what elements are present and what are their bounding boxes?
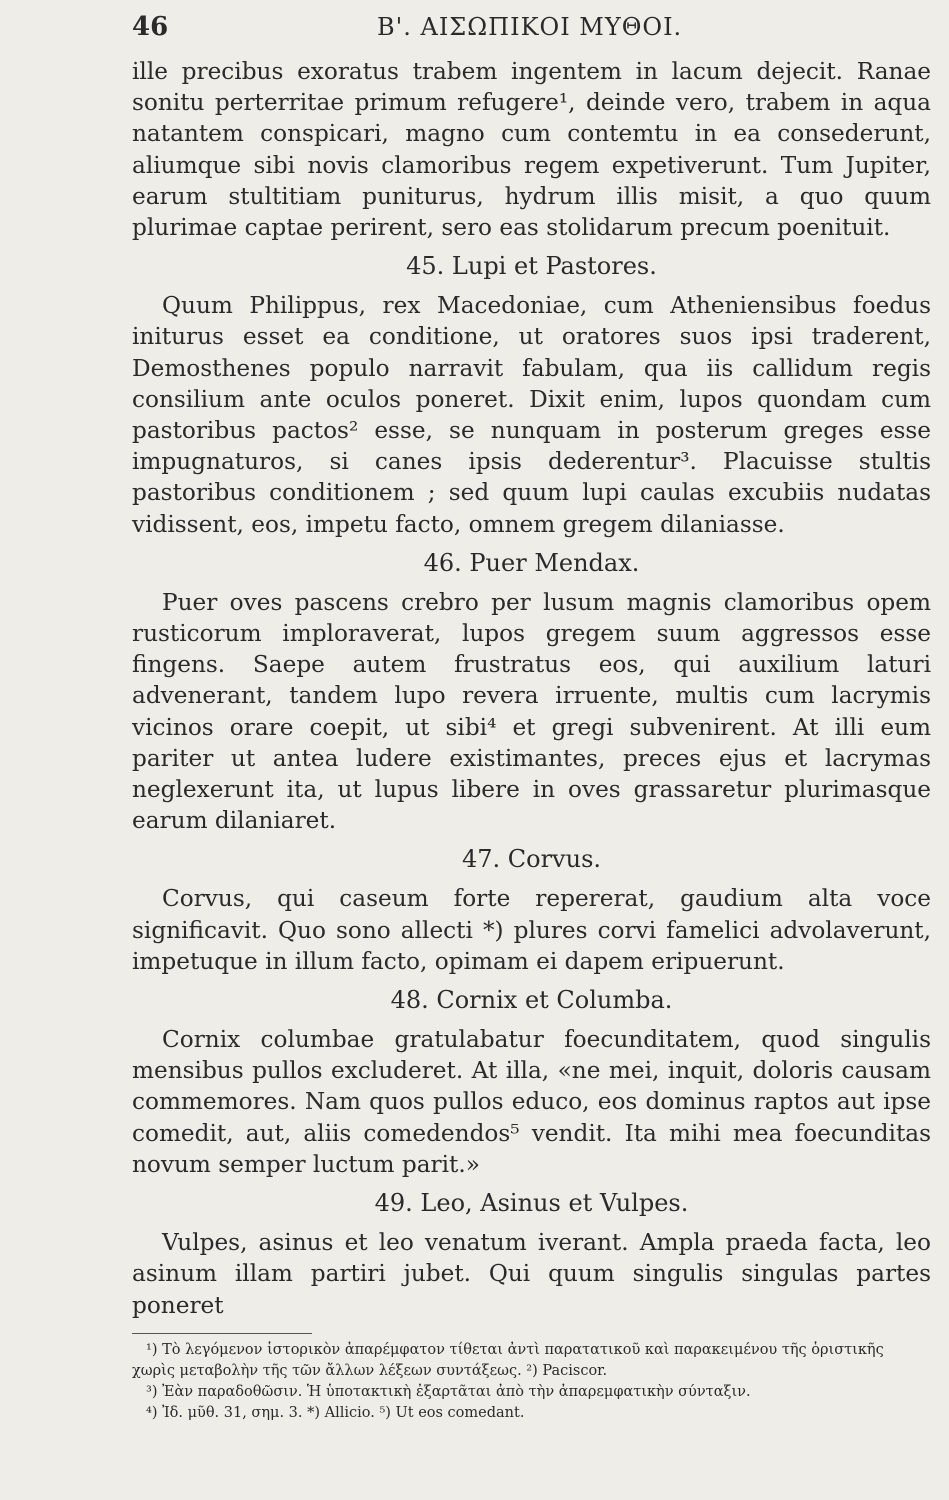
fable-title-45: 45. Lupi et Pastores. [406,252,657,281]
main-text [132,56,931,1321]
intro-paragraph: ille precibus exoratus trabem ingentem in lacum dejecit. Ranae sonitu perterritae primum refugere¹, deinde vero, trabem in aqua natantem conspicari, magno cum contemtu in ea consederunt, aliumque sibi novis clamoribus regem expetiverunt. Tum Jupiter, earum stultitiam puniturus, hydrum illis misit, a quo quum plurimae captae perirent, sero eas stolidarum precum poenituit. [132,58,931,242]
footnote-divider [132,1333,312,1334]
fable-text-46: Puer oves pascens crebro per lusum magnis clamoribus opem rusticorum imploraverat, lupos gregem suum aggressos esse fingens. Saepe autem frustratus eos, qui auxilium laturi advenerant, tandem lupo revera irruente, multis cum lacrymis vicinos orare coepit, ut sibi⁴ et gregi subvenirent. At illi eum pariter ut antea ludere existimantes, preces ejus et lacrymas neglexerunt ita, ut lupus libere in oves grassaretur plurimasque earum dilaniaret. [132,588,931,835]
fable-title-48: 48. Cornix et Columba. [390,986,673,1015]
footnotes [132,1340,931,1424]
footnote-3: ³) Ἐὰν παραδοθῶσιν. Ἡ ὑποτακτικὴ ἐξαρτᾶται ἀπὸ τὴν ἀπαρεμφατικὴν σύνταξιν. [146,1383,751,1400]
fable-text-48: Cornix columbae gratulabatur foecunditatem, quod singulis mensibus pullos excluderet. At illa, «ne mei, inquit, doloris causam commemores. Nam quos pullos educo, eos dominus raptos aut ipse comedit, aut, aliis comedendos⁵ vendit. Ita mihi mea foecunditas novum semper luctum parit.» [132,1026,931,1178]
fable-text-49: Vulpes, asinus et leo venatum iverant. Ampla praeda facta, leo asinum illam partiri jubet. Qui quum singulis singulas partes poneret [132,1229,931,1319]
fable-title-47: 47. Corvus. [461,845,602,874]
running-title: Β'. ΑΙΣΩΠΙΚΟΙ ΜΥΘΟΙ. [377,13,683,41]
page-number: 46 [132,12,169,42]
fable-text-47: Corvus, qui caseum forte repererat, gaudium alta voce significavit. Quo sono allecti *) plures corvi famelici advolaverunt, impetuque in illum facto, opimam ei dapem eripuerunt. [132,885,931,975]
page-header [132,12,931,56]
footnote-4-5: ⁴) Ἰδ. μῦθ. 31, σημ. 3. *) Allicio. ⁵) Ut eos comedant. [146,1404,525,1421]
fable-title-46: 46. Puer Mendax. [423,548,640,577]
fable-text-45: Quum Philippus, rex Macedoniae, cum Atheniensibus foedus initurus esset ea conditione, ut oratores suos ipsi traderent, Demosthenes populo narravit fabulam, qua iis callidum regis consilium ante oculos poneret. Dixit enim, lupos quondam cum pastoribus pactos² esse, se nunquam in posterum greges esse impugnaturos, si canes ipsis dederentur³. Placuisse stultis pastoribus conditionem ; sed quum lupi caulas excubiis nudatas vidissent, eos, impetu facto, omnem gregem dilaniasse. [132,292,931,538]
footnote-1-2: ¹) Τὸ λεγόμενον ἱστορικὸν ἀπαρέμφατον τίθεται ἀντὶ παρατατικοῦ καὶ παρακειμένου τῆς ὁριστικῆς χωρὶς μεταβολὴν τῆς τῶν ἄλλων λέξεων συντάξεως. ²) Paciscor. [132,1341,884,1379]
fable-title-49: 49. Leo, Asinus et Vulpes. [374,1189,689,1218]
